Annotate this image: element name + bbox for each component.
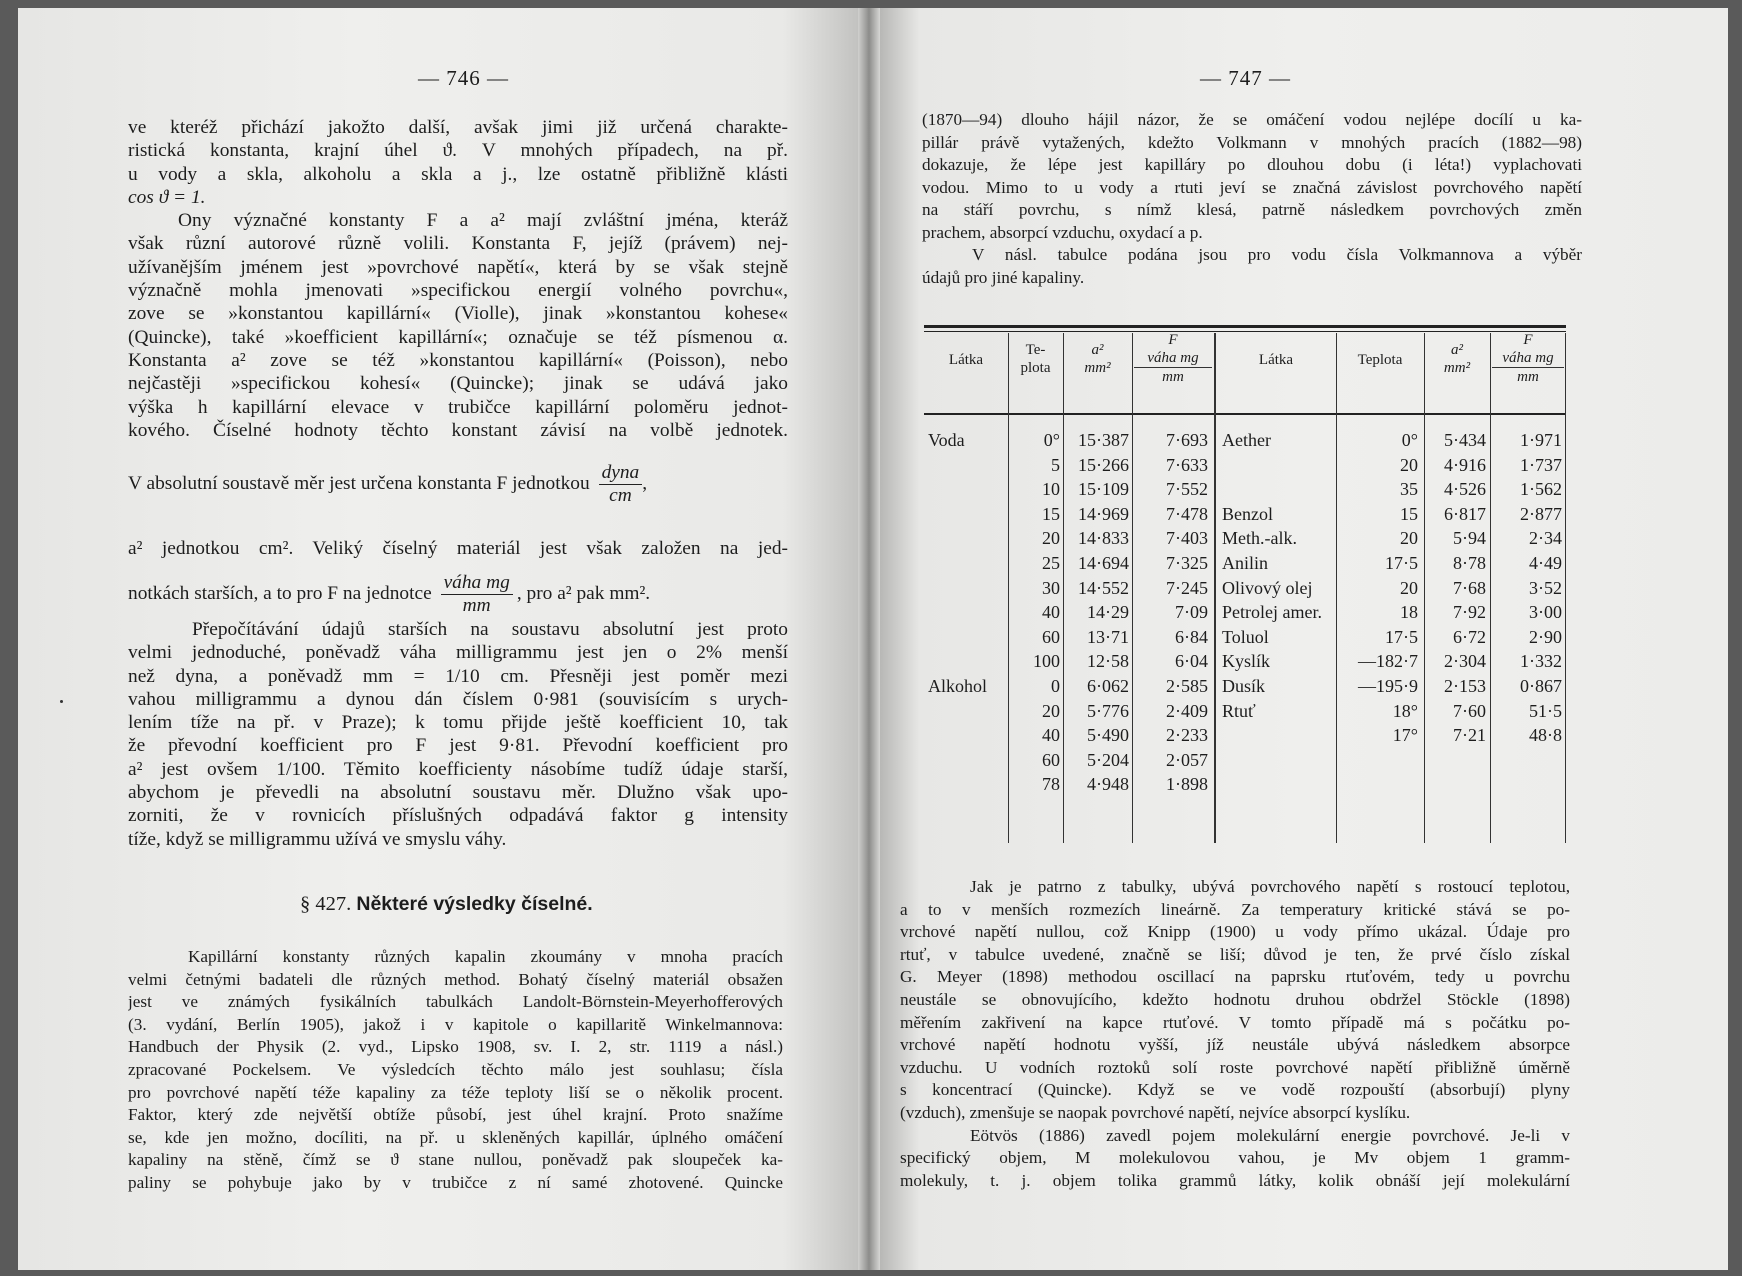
table-cell-f: 7·693 [1166,430,1208,450]
table-cell-temperature: —182·7 [1358,651,1418,672]
text-line: zove se »konstantou kapillární« (Violle), jinak »konstantou kohese« [128,303,788,325]
header-a2-2 [1424,341,1490,377]
table-cell-f: 2·409 [1166,700,1208,721]
text-line: a to v menších rozmezích lineárně. Za temperatury kritické stává se po- [900,899,1570,919]
header-f-2 [1492,331,1564,386]
table-cell-substance: Aether [1222,430,1271,450]
table-cell-substance: Alkohol [928,676,988,696]
text-line: velmi četnými badateli dle různých method. Bohatý číselný materiál obsažen [128,969,783,989]
data-table [924,325,1566,825]
table-cell-f: 2·34 [1529,528,1562,549]
text-line: ristická konstanta, krajní úhel ϑ. V mnohých případech, na př. [128,140,788,162]
text-line: specifický objem, M molekulovou vahou, je Mv objem 1 gramm- [900,1148,1570,1168]
table-cell-a2: 15·266 [1078,454,1129,475]
text-line: paliny se pohybuje jako by v trubičce z ní samé zhotovené. Quincke [128,1172,783,1192]
fraction-denominator: cm [609,485,632,506]
text-line: než dyna, a poněvadž mm = 1/10 cm. Přesněji jest poměr mezi [128,665,788,687]
table-cell-f: 1·898 [1166,774,1208,795]
table-cell-temperature: 17·5 [1385,553,1418,573]
page-number-left: — 746 — [418,66,509,90]
table-cell-f: 7·478 [1166,503,1208,524]
text-line: (1870—94) dlouho hájil názor, že se omáčení vodou nejlépe docílí u ka- [922,110,1582,129]
table-cell-f: 1·737 [1520,454,1562,475]
text-line: molekuly, t. j. objem tolika grammů látky, kolik obnáší její molekulární [900,1170,1570,1190]
fraction-denominator: mm [462,595,491,616]
table-cell-a2: 12·58 [1087,651,1129,672]
table-cell-a2: 14·29 [1087,602,1129,623]
table-cell-temperature: 10 [1042,479,1060,500]
table-cell-temperature: 30 [1042,577,1060,598]
text-line: G. Meyer (1898) methodou oscillací na paprsku rtuťovém, tedy u povrchu [900,967,1570,987]
table-cell-f: 2·233 [1166,725,1208,746]
left-paragraph-3 [128,618,788,851]
table-cell-temperature: 18° [1392,700,1418,721]
header-teplota-line2: plota [1020,360,1051,376]
table-cell-f: 6·04 [1175,651,1208,672]
text-line: lením tíže na př. v Praze); k tomu přijde ještě koefficient 10, tak [128,712,788,734]
text-line: význačně mohla jmenovati »specifickou energií volného povrchu«, [128,280,788,302]
table-cell-temperature: 40 [1042,725,1060,746]
text-line: neustále se obnovujícího, kdežto hodnotu druhou obdržel Stöckle (1898) [900,989,1570,1009]
table-cell-temperature: 17° [1392,725,1418,746]
text-line: kového. Číselné hodnoty těchto konstant závisí na volbě jednotek. [128,419,788,441]
table-top-rule-thin [924,331,1566,332]
table-cell-f: 48·8 [1529,725,1562,746]
table-cell-a2: 5·434 [1444,430,1486,450]
text-line: nejčastěji »specifickou kohesí« (Quincke); jinak se udává jako [128,373,788,395]
text-line: že převodní koefficient pro F jest 9·81. Převodní koefficient pro [128,735,788,757]
table-cell-f: 2·90 [1529,626,1562,647]
table-cell-a2: 2·153 [1444,676,1486,696]
table-cell-substance: Benzol [1222,503,1273,524]
table-cell-a2: 14·694 [1078,553,1129,573]
table-cell-f: 2·877 [1520,503,1562,524]
text-line: měřením zakřivení na kapce rtuťové. V tomto případě má s počátku po- [900,1012,1570,1032]
header-teplota-line1: Te- [1025,342,1046,358]
text-line: Jak je patrno z tabulky, ubývá povrchového napětí s rostoucí teplotou, [970,877,1570,896]
right-paragraph-1 [922,109,1582,289]
equation-line-1: V absolutní soustavě měr jest určena konstanta F jednotkou $\frac{\text{dyna}}{cm}$ , [128,462,648,506]
page-number-right: — 747 — [1200,66,1291,90]
table-top-rule [924,325,1566,328]
text-line: Faktor, který zde největší obtíže působí, jest úhel krajní. Proto snažíme [128,1105,783,1125]
table-cell-a2: 8·78 [1453,553,1486,573]
text-line: užívanějším jménem jest »povrchové napětí«, která by se však stejně [128,256,788,278]
table-cell-a2: 14·833 [1078,528,1129,549]
text-line: vahou milligrammu a dynou dán číslem 0·981 (souvisícím s urych- [128,688,788,710]
table-cell-temperature: 5 [1051,454,1060,475]
table-cell-f: 7·633 [1166,454,1208,475]
column-divider [1565,333,1566,843]
right-paragraph-3 [900,876,1570,1192]
text-line: rtuť, v tabulce uvedené, značně se liší; důvod je ten, že prvé číslo získal [900,944,1570,964]
table-cell-f: 1·332 [1520,651,1562,672]
table-cell-a2: 4·916 [1444,454,1486,475]
text-line: dokazuje, že lépe jest kapilláry po dlouhou dobu (i léta!) vyplachovati [922,155,1582,174]
table-cell-temperature: 100 [1033,651,1060,672]
table-cell-f: 2·585 [1166,676,1208,696]
text-line: (vzduch), zmenšuje se naopak povrchové napětí, nejvíce absorpcí kyslíku. [900,1102,1411,1122]
table-cell-temperature: 40 [1042,602,1060,623]
table-cell-a2: 5·776 [1087,700,1129,721]
table-cell-temperature: 20 [1400,454,1418,475]
left-paragraph-1 [128,116,788,442]
header-teplota-2: Teplota [1357,352,1403,368]
table-cell-temperature: 60 [1042,626,1060,647]
table-cell-a2: 5·490 [1087,725,1129,746]
header-f-2-line1: F [1523,332,1533,348]
table-cell-a2: 7·92 [1453,602,1486,623]
text-line: u vody a skla, alkoholu a skla a j., lze ostatně přibližně klásti [128,163,788,185]
text-line: V násl. tabulce podána jsou pro vodu čísla Volkmannova a výběr [972,245,1582,264]
fraction-numerator: váha mg [441,572,513,595]
text-line: s koncentrací (Quincke). Když se ve vodě rozpouští (absorbují) plyny [900,1080,1570,1100]
text-line: tíže, když se milligrammu užívá ve smyslu váhy. [128,828,507,850]
table-cell-substance: Petrolej amer. [1222,602,1322,623]
header-f-2-line3: mm [1517,369,1539,385]
text-line: Přepočítávání údajů starších na soustavu absolutní jest proto [192,619,788,640]
table-cell-a2: 5·94 [1453,528,1486,549]
header-f [1134,331,1212,386]
table-cell-substance: Anilin [1222,553,1269,573]
text-line: vodou. Mimo to u vody a rtuti jeví se značná závislost povrchového napětí [922,177,1582,197]
table-cell-f: 3·52 [1529,577,1562,598]
table-cell-temperature: 20 [1400,577,1418,598]
table-cell-a2: 14·552 [1078,577,1129,598]
table-cell-f: 6·84 [1175,626,1208,647]
table-cell-f: 3·00 [1529,602,1562,623]
equation-line-3 [128,572,650,617]
table-cell-temperature: 0° [1401,430,1418,450]
table-cell-f: 1·562 [1520,479,1562,500]
header-a2-line1: a² [1091,342,1104,358]
section-title: Některé výsledky číselné. [356,893,593,915]
table-cell-temperature: —195·9 [1358,676,1418,696]
table-cell-temperature: 15 [1042,503,1060,524]
text-line: pillár právě vytažených, kdežto Volkmann v mnohých pracích (1882—98) [922,132,1582,152]
text-line: zpracované Pockelsem. Ve výsledcích těchto málo jest souhlasu; čísla [128,1059,783,1079]
header-f-2-line2: váha mg [1492,349,1564,368]
table-cell-a2: 6·817 [1444,503,1486,524]
text-line: Eötvös (1886) zavedl pojem molekulární energie povrchové. Je-li v [970,1125,1570,1145]
table-cell-a2: 15·109 [1078,479,1129,500]
table-cell-temperature: 78 [1042,774,1060,795]
book-gutter [858,8,880,1270]
table-cell-f: 7·325 [1166,553,1208,573]
section-heading [300,893,593,916]
equation-text: V absolutní soustavě měr jest určena konstanta F jednotkou [128,472,590,494]
text-line: jest ve známých fysikálních tabulkách Landolt-Börnstein-Meyerhofferových [128,992,783,1012]
table-cell-a2: 4·948 [1087,774,1129,795]
table-cell-a2: 13·71 [1087,626,1129,647]
table-cell-substance: Rtuť [1222,700,1256,721]
table-cell-f: 0·867 [1520,676,1562,696]
section-number: § 427. [300,893,352,915]
text-line: vrchové napětí nullou, což Knipp (1900) u vody přímo ukázal. Údaje pro [900,922,1570,942]
table-cell-a2: 6·72 [1453,626,1486,647]
table-cell-temperature: 35 [1400,479,1418,500]
text-line: kapaliny na stěně, čímž se ϑ stane nullou, poněvadž pak sloupeček ka- [128,1150,783,1170]
header-f-line3: mm [1162,369,1184,385]
equation-tail: , pro a² pak mm². [516,582,651,604]
text-line: Kapillární konstanty různých kapalin zkoumány v mnoha pracích [188,947,783,966]
text-line: a² jest ovšem 1/100. Těmito koefficienty násobíme tudíž údaje starší, [128,758,788,780]
table-cell-f: 2·057 [1166,749,1208,770]
text-line: (Quincke), také »koefficient kapillární«; označuje se též písmenou α. [128,326,788,348]
header-f-line2: váha mg [1134,349,1212,368]
header-latka-2: Látka [1258,352,1294,368]
table-cell-substance: Dusík [1222,676,1266,696]
fraction-numerator: dyna [599,462,643,485]
header-teplota [1008,341,1063,377]
header-a2-line2: mm² [1084,360,1111,376]
table-header-rule [924,413,1566,415]
table-cell-substance: Toluol [1222,626,1269,647]
equation-line-2: a² jednotkou cm². Veliký číselný materiál jest však založen na jed- [128,538,788,559]
text-line: na stáří povrchu, s nímž klesá, patrně následkem povrchových změn [922,200,1582,219]
table-cell-substance: Meth.-alk. [1222,528,1297,549]
text-line: abychom je převedli na absolutní soustavu měr. Dlužno však upo- [128,782,788,804]
page-speck [60,700,63,703]
text-line: se, kde jen možno, docíliti, na př. u skleněných kapillár, úplného omáčení [128,1127,783,1147]
table-cell-f: 51·5 [1529,700,1562,721]
equation-text: notkách starších, a to pro F na jednotce [128,582,432,604]
table-cell-temperature: 20 [1042,700,1060,721]
table-cell-f: 7·09 [1175,602,1208,623]
table-cell-a2: 4·526 [1444,479,1486,500]
table-cell-substance: Olivový olej [1222,577,1313,598]
table-cell-substance: Kyslík [1222,651,1271,672]
table-cell-a2: 15·387 [1078,430,1129,450]
table-cell-temperature: 18 [1400,602,1418,623]
text-line: však různí autorové různě volili. Konstanta F, jejíž (právem) nej- [128,233,788,255]
table-cell-temperature: 17·5 [1385,626,1418,647]
text-line: vrchové napětí hodnotu vyšší, jíž neustále ubývá následkem absorpce [900,1035,1570,1055]
left-paragraph-4 [128,946,783,1195]
table-cell-temperature: 20 [1400,528,1418,549]
table-cell-a2: 7·68 [1453,577,1486,598]
text-line: vzduchu. U vodních roztoků solí roste povrchové napětí přibližně úměrně [900,1057,1570,1077]
text-line: prachem, absorpcí vzduchu, oxydací a p. [922,222,1203,242]
column-divider [1214,333,1216,843]
header-a2-2-line2: mm² [1443,360,1471,376]
table-cell-a2: 7·60 [1453,700,1486,721]
table-cell-temperature: 0 [1051,676,1060,696]
table-cell-a2: 14·969 [1078,503,1129,524]
table-cell-f: 7·403 [1166,528,1208,549]
text-line: Konstanta a² zove se též »konstantou kapillární« (Poisson), nebo [128,349,788,371]
text-line: (3. vydání, Berlín 1905), jakož i v kapitole o kapillaritě Winkelmannova: [128,1014,783,1034]
text-line: velmi jednoduché, poněvadž váha milligrammu jest jen o 2% menší [128,642,788,664]
text-line: výška h kapillární elevace v trubičce kapillární poloměru jednot- [128,396,788,418]
table-cell-f: 4·49 [1529,553,1562,573]
text-line: zorniti, že v rovnicích příslušných odpadává faktor g intensity [128,805,788,827]
table-cell-temperature: 60 [1042,749,1060,770]
table-cell-f: 7·245 [1166,577,1208,598]
table-cell-a2: 7·21 [1453,725,1486,746]
fraction-dyna-cm [599,462,643,507]
table-cell-f: 1·971 [1520,430,1562,450]
header-f-line1: F [1168,332,1178,348]
table-cell-a2: 2·304 [1444,651,1486,672]
table-cell-temperature: 25 [1042,553,1060,573]
table-cell-f: 7·552 [1166,479,1208,500]
text-line: údajů pro jiné kapaliny. [922,267,1085,287]
header-a2-2-line1: a² [1451,342,1463,358]
table-cell-temperature: 15 [1400,503,1418,524]
text-line: Handbuch der Physik (2. vyd., Lipsko 1908, sv. I. 2, str. 1119 a násl.) [128,1037,783,1057]
header-a2 [1063,341,1132,377]
table-cell-temperature: 20 [1042,528,1060,549]
fraction-vaha-mm [441,572,513,617]
text-line: pro povrchové napětí téže kapaliny za téže teploty liší se o několik procent. [128,1082,783,1102]
table-cell-a2: 5·204 [1087,749,1129,770]
table-cell-temperature: 0° [1043,430,1060,450]
table-cell-a2: 6·062 [1087,676,1129,696]
text-line: Ony význačné konstanty F a a² mají zvláštní jména, kteráž [178,210,788,232]
header-latka: Látka [948,352,984,368]
text-line: cos ϑ = 1. [128,186,206,208]
text-line: ve kteréž přichází jakožto další, avšak jimi již určená charakte- [128,117,788,138]
table-cell-substance: Voda [928,430,965,450]
